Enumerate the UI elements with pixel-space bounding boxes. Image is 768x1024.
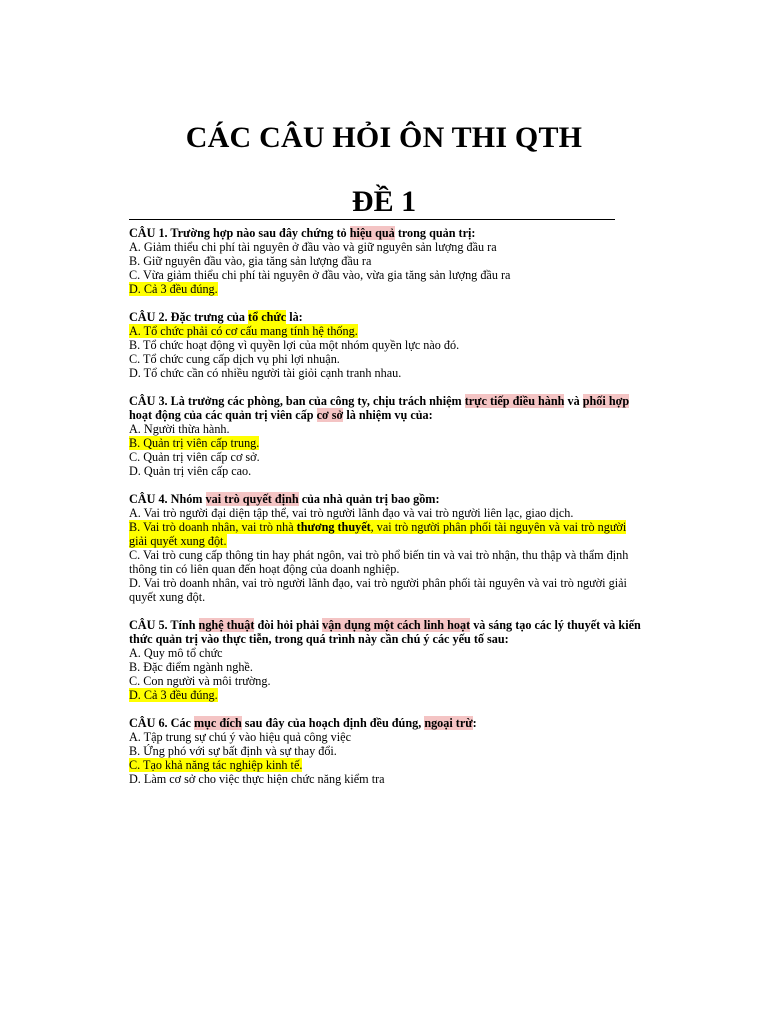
text-run: D. Tổ chức cần có nhiều người tài giỏi cạnh tranh nhau. xyxy=(129,366,402,380)
answer-highlight: D. Cả 3 đều đúng. xyxy=(129,282,218,296)
text-run: B. Tổ chức hoạt động vì quyền lợi của một nhóm quyền lực nào đó. xyxy=(129,338,460,352)
answer-highlight: tổ chức xyxy=(248,310,287,324)
question-block xyxy=(129,394,641,478)
keyword-highlight: trực tiếp điều hành xyxy=(464,394,565,408)
text-run: A. Giảm thiểu chi phí tài nguyên ở đầu vào và giữ nguyên sản lượng đầu ra xyxy=(129,240,497,254)
text-run: A. Vai trò người đại diện tập thể, vai trò người lãnh đạo và vai trò người liên lạc, giao dịch. xyxy=(129,506,574,520)
text-run: C. Vai trò cung cấp thông tin hay phát ngôn, vai trò phổ biến tin và vai trò nhận, thu thập và thẩm định thông tin có liên quan đến hoạt động của doanh nghiệp. xyxy=(129,548,629,576)
text-run: D. Vai trò doanh nhân, vai trò người lãnh đạo, vai trò người phân phối tài nguyên và vai trò người giải quyết xung đột. xyxy=(129,576,627,604)
text-run: C. Tổ chức cung cấp dịch vụ phi lợi nhuận. xyxy=(129,352,340,366)
answer-highlight: B. Vai trò doanh nhân, vai trò nhà xyxy=(129,520,297,534)
answer-highlight: , vai trò người phân phối tài nguyên và vai trò người giải quyết xung đột. xyxy=(129,520,627,548)
answer-option xyxy=(129,422,641,436)
question-title xyxy=(129,310,641,324)
keyword-highlight: vận dụng một cách linh hoạt xyxy=(322,618,471,632)
question-title xyxy=(129,492,641,506)
answer-option xyxy=(129,324,641,338)
answer-highlight: thương thuyết xyxy=(296,520,371,534)
answer-option xyxy=(129,730,641,744)
answer-highlight: A. Tổ chức phải có cơ cấu mang tính hệ thống. xyxy=(129,324,358,338)
keyword-highlight: ngoại trừ xyxy=(424,716,473,730)
answer-option xyxy=(129,674,641,688)
answer-highlight: C. Tạo khả năng tác nghiệp kinh tế. xyxy=(129,758,303,772)
text-run: B. Giữ nguyên đầu vào, gia tăng sản lượng đầu ra xyxy=(129,254,372,268)
text-run: A. Người thừa hành. xyxy=(129,422,230,436)
answer-option xyxy=(129,366,641,380)
keyword-highlight: mục đích xyxy=(194,716,242,730)
answer-highlight: B. Quản trị viên cấp trung. xyxy=(129,436,260,450)
answer-option xyxy=(129,758,641,772)
question-list xyxy=(129,226,641,800)
text-run: và xyxy=(564,394,583,408)
text-run: đòi hỏi phải xyxy=(254,618,323,632)
text-run: CÂU 3. Là trưởng các phòng, ban của công ty, chịu trách nhiệm xyxy=(129,394,465,408)
text-run: CÂU 1. Trường hợp nào sau đây chứng tỏ xyxy=(129,226,350,240)
question-block xyxy=(129,310,641,380)
answer-option xyxy=(129,660,641,674)
answer-option xyxy=(129,520,641,548)
text-run: CÂU 4. Nhóm xyxy=(129,492,206,506)
answer-option xyxy=(129,744,641,758)
keyword-highlight: hiệu quả xyxy=(349,226,395,240)
answer-option xyxy=(129,352,641,366)
keyword-highlight: phối hợp xyxy=(582,394,630,408)
question-block xyxy=(129,618,641,702)
answer-option xyxy=(129,450,641,464)
answer-option xyxy=(129,772,641,786)
question-title xyxy=(129,394,641,422)
document-title: CÁC CÂU HỎI ÔN THI QTH xyxy=(185,121,583,154)
answer-highlight: D. Cả 3 đều đúng. xyxy=(129,688,218,702)
answer-option xyxy=(129,464,641,478)
text-run: D. Làm cơ sở cho việc thực hiện chức năng kiểm tra xyxy=(129,772,385,786)
answer-option xyxy=(129,688,641,702)
answer-option xyxy=(129,506,641,520)
text-run: A. Quy mô tổ chức xyxy=(129,646,223,660)
question-block xyxy=(129,492,641,604)
keyword-highlight: cơ sở xyxy=(316,408,344,422)
keyword-highlight: vai trò quyết định xyxy=(205,492,299,506)
question-title xyxy=(129,618,641,646)
answer-option xyxy=(129,282,641,296)
text-run: là: xyxy=(286,310,303,324)
text-run: C. Con người và môi trường. xyxy=(129,674,271,688)
answer-option xyxy=(129,240,641,254)
answer-option xyxy=(129,268,641,282)
text-run: : xyxy=(472,716,477,730)
text-run: CÂU 2. Đặc trưng của xyxy=(129,310,249,324)
horizontal-divider xyxy=(129,219,615,220)
document-subtitle: ĐỀ 1 xyxy=(351,185,417,218)
question-block xyxy=(129,716,641,786)
text-run: CÂU 5. Tính xyxy=(129,618,199,632)
text-run: B. Ứng phó với sự bất định và sự thay đổi. xyxy=(129,744,337,758)
text-run: và sáng tạo các lý thuyết và kiến thức quản trị vào thực tiễn, trong quá trình này cần chú ý các yếu tố sau: xyxy=(129,618,641,646)
text-run: của nhà quản trị bao gồm: xyxy=(298,492,440,506)
question-title xyxy=(129,716,641,730)
text-run: C. Quản trị viên cấp cơ sở. xyxy=(129,450,260,464)
text-run: là nhiệm vụ của: xyxy=(343,408,433,422)
text-run: hoạt động của các quản trị viên cấp xyxy=(129,408,317,422)
text-run: CÂU 6. Các xyxy=(129,716,194,730)
answer-option xyxy=(129,338,641,352)
text-run: trong quản trị: xyxy=(394,226,476,240)
text-run: B. Đặc điểm ngành nghề. xyxy=(129,660,253,674)
answer-option xyxy=(129,576,641,604)
question-block xyxy=(129,226,641,296)
text-run: sau đây của hoạch định đều đúng, xyxy=(241,716,425,730)
text-run: D. Quản trị viên cấp cao. xyxy=(129,464,252,478)
text-run: C. Vừa giảm thiểu chi phí tài nguyên ở đầu vào, vừa gia tăng sản lượng đầu ra xyxy=(129,268,511,282)
answer-option xyxy=(129,254,641,268)
answer-option xyxy=(129,436,641,450)
keyword-highlight: nghệ thuật xyxy=(198,618,255,632)
answer-option xyxy=(129,548,641,576)
text-run: A. Tập trung sự chú ý vào hiệu quả công việc xyxy=(129,730,351,744)
answer-option xyxy=(129,646,641,660)
question-title xyxy=(129,226,641,240)
